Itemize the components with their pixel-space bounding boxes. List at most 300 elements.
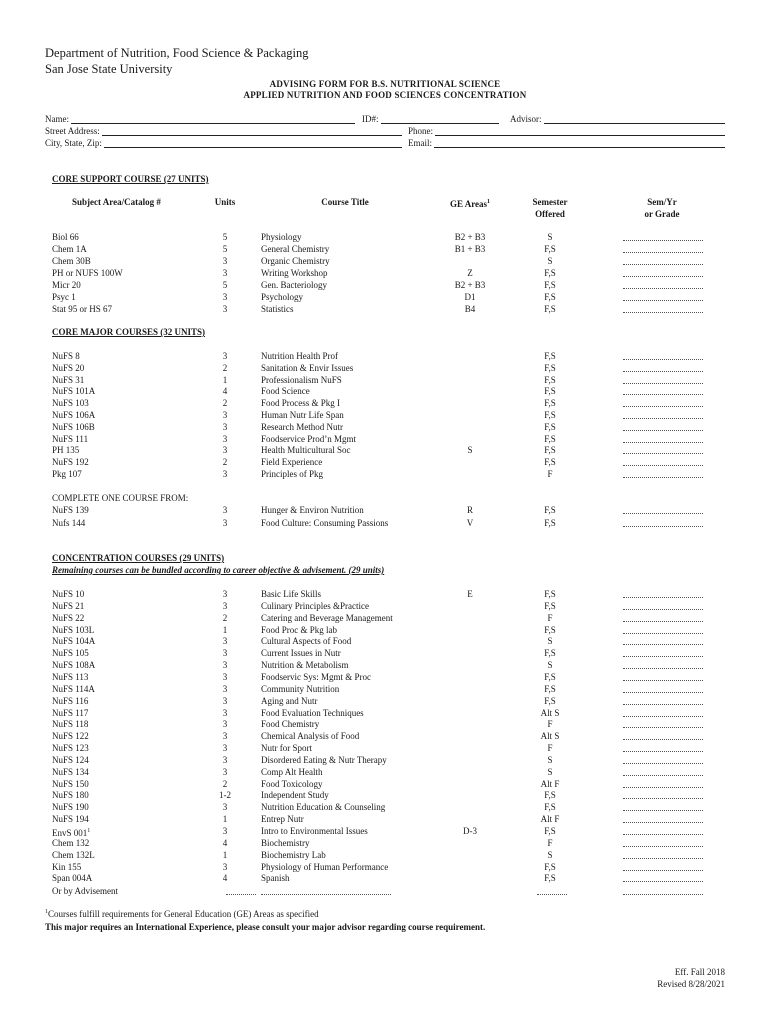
grade-entry-line[interactable] (623, 371, 703, 372)
course-title: Foodservic Sys: Mgmt & Proc (261, 671, 372, 682)
course-row (0, 801, 770, 813)
course-semester: Alt F (540, 778, 560, 789)
grade-entry-line[interactable] (623, 597, 703, 598)
course-units: 3 (222, 445, 228, 456)
col-grade: Sem/Yr or Grade (644, 197, 680, 219)
course-title: Community Nutrition (261, 683, 340, 694)
course-units: 3 (222, 683, 228, 694)
course-code: NuFS 123 (52, 743, 89, 754)
course-code: NuFS 190 (52, 802, 89, 813)
course-semester: F,S (544, 505, 556, 515)
course-code: NuFS 124 (52, 754, 89, 765)
course-title: Chemical Analysis of Food (261, 731, 360, 742)
complete-one-label: COMPLETE ONE COURSE FROM: (52, 493, 189, 503)
id-label: ID#: (362, 114, 379, 124)
course-title: Foodservice Prod’n Mgmt (261, 433, 356, 444)
effective-date: Eff. Fall 2018 (674, 967, 725, 977)
course-units: 5 (222, 232, 228, 242)
grade-entry-line[interactable] (623, 465, 703, 466)
course-semester: F,S (544, 695, 556, 706)
grade-entry-line[interactable] (623, 513, 703, 514)
email-field[interactable] (408, 138, 725, 148)
course-ge-area: S (467, 445, 473, 456)
course-code: NuFS 108A (52, 660, 96, 671)
course-code: NuFS 21 (52, 600, 85, 611)
course-row (0, 517, 770, 529)
grade-entry-line[interactable] (623, 858, 703, 859)
email-label: Email: (408, 138, 432, 148)
course-code: EnvS $001^1$ (52, 828, 91, 838)
course-units: 1 (222, 849, 228, 860)
course-semester: Alt S (540, 731, 560, 742)
grade-entry-line[interactable] (623, 359, 703, 360)
course-title: Sanitation & Envir Issues (261, 362, 354, 373)
course-code: NuFS 103 (52, 398, 89, 409)
course-units: 2 (222, 457, 228, 468)
course-title: Catering and Beverage Management (261, 612, 393, 623)
grade-entry-line[interactable] (623, 276, 703, 277)
course-ge-area: D1 (464, 292, 476, 302)
course-units: 2 (222, 362, 228, 373)
course-units: 3 (222, 766, 228, 777)
course-code: NuFS 20 (52, 362, 85, 373)
course-code: NuFS 139 (52, 505, 89, 515)
course-semester: F,S (544, 600, 556, 611)
course-row (0, 231, 770, 243)
course-units: 3 (222, 707, 228, 718)
grade-entry-line[interactable] (623, 739, 703, 740)
course-ge-area: Z (467, 268, 473, 278)
course-semester: F,S (544, 386, 556, 397)
grade-entry-line[interactable] (623, 787, 703, 788)
course-semester: F,S (544, 873, 556, 884)
course-title: General Chemistry (261, 244, 330, 254)
grade-entry-line[interactable] (623, 846, 703, 847)
course-row (0, 397, 770, 409)
grade-entry-line[interactable] (623, 312, 703, 313)
course-semester: F,S (544, 351, 556, 361)
course-row (0, 267, 770, 279)
grade-entry-line[interactable] (623, 526, 703, 527)
revised-date: Revised 8/28/2021 (657, 979, 725, 989)
course-title: Disordered Eating & Nutr Therapy (261, 754, 387, 765)
concentration-title: APPLIED NUTRITION AND FOOD SCIENCES CONCENTRATION (243, 90, 527, 100)
course-units: 3 (222, 433, 228, 444)
grade-entry-line[interactable] (623, 430, 703, 431)
advisement-grade-blank[interactable] (623, 894, 703, 895)
course-row (0, 600, 770, 612)
course-row (0, 291, 770, 303)
course-semester: F (547, 612, 553, 623)
course-title: Aging and Nutr (261, 695, 318, 706)
grade-entry-line[interactable] (623, 240, 703, 241)
course-ge-area: B1 + B3 (454, 244, 486, 254)
grade-entry-line[interactable] (623, 383, 703, 384)
course-title: Nutrition & Metabolism (261, 660, 349, 671)
course-title: Human Nutr Life Span (261, 410, 344, 420)
course-semester: F,S (544, 292, 556, 302)
course-ge-area: R (466, 505, 473, 515)
department-name: Department of Nutrition, Food Science & Packaging (45, 46, 309, 60)
course-units: 3 (222, 826, 228, 836)
course-code: Stat 95 or HS 67 (52, 304, 113, 314)
course-title: Food Toxicology (261, 778, 323, 789)
course-units: 1 (222, 814, 228, 825)
course-code: NuFS 194 (52, 814, 89, 825)
grade-entry-line[interactable] (623, 810, 703, 811)
grade-entry-line[interactable] (623, 252, 703, 253)
course-units: 3 (222, 589, 228, 599)
course-row (0, 409, 770, 421)
course-semester: F,S (544, 244, 556, 254)
course-code: PH or NUFS 100W (52, 268, 123, 278)
course-units: 3 (222, 695, 228, 706)
course-code: Pkg 107 (52, 469, 82, 479)
col-units: Units (214, 197, 236, 207)
grade-entry-line[interactable] (623, 609, 703, 610)
course-row (0, 707, 770, 719)
course-row (0, 635, 770, 647)
course-title: Food Science (261, 386, 310, 397)
grade-entry-line[interactable] (623, 716, 703, 717)
advisement-title-blank[interactable] (261, 894, 391, 895)
course-units: 3 (222, 636, 228, 647)
course-row (0, 255, 770, 267)
course-title: Hunger & Environ Nutrition (261, 505, 364, 515)
phone-field[interactable] (408, 126, 725, 136)
course-code: Chem 132 (52, 837, 90, 848)
core-support-heading: CORE SUPPORT COURSE (27 UNITS) (52, 174, 209, 184)
course-units: 3 (222, 802, 228, 813)
course-row (0, 813, 770, 825)
course-units: 5 (222, 280, 228, 290)
course-code: PH 135 (52, 445, 80, 456)
course-row (0, 444, 770, 456)
course-semester: F,S (544, 790, 556, 801)
course-semester: F,S (544, 457, 556, 468)
course-title: Biochemistry (261, 837, 310, 848)
course-title: Physiology of Human Performance (261, 861, 389, 872)
course-row (0, 612, 770, 624)
col-subject: Subject Area/Catalog # (72, 197, 161, 207)
name-label: Name: (45, 114, 69, 124)
course-row (0, 350, 770, 362)
course-title: Food Evaluation Techniques (261, 707, 364, 718)
grade-entry-line[interactable] (623, 406, 703, 407)
course-row (0, 742, 770, 754)
course-code: NuFS 114A (52, 683, 95, 694)
grade-entry-line[interactable] (623, 288, 703, 289)
course-code: NuFS 31 (52, 374, 85, 385)
grade-entry-line[interactable] (623, 453, 703, 454)
advisement-sem-blank[interactable] (537, 894, 567, 895)
course-semester: S (547, 766, 553, 777)
course-title: Culinary Principles &Practice (261, 600, 369, 611)
course-units: 3 (222, 505, 228, 515)
course-semester: F,S (544, 421, 556, 432)
course-title: Field Experience (261, 457, 323, 468)
course-units: 2 (222, 778, 228, 789)
course-title: Principles of Pkg (261, 469, 323, 479)
course-code: Micr 20 (52, 280, 81, 290)
grade-entry-line[interactable] (623, 822, 703, 823)
course-units: 3 (222, 648, 228, 659)
course-semester: Alt S (540, 707, 560, 718)
course-code: NuFS 113 (52, 671, 89, 682)
course-code: NuFS 134 (52, 766, 89, 777)
course-row (0, 647, 770, 659)
course-row (0, 837, 770, 849)
course-units: 3 (222, 754, 228, 765)
course-title: Health Multicultural Soc (261, 445, 351, 456)
grade-entry-line[interactable] (623, 477, 703, 478)
course-title: Research Method Nutr (261, 421, 343, 432)
course-row (0, 243, 770, 255)
course-semester: F,S (544, 445, 556, 456)
course-semester: S (547, 232, 553, 242)
course-semester: F,S (544, 683, 556, 694)
course-row (0, 385, 770, 397)
course-units: 2 (222, 612, 228, 623)
course-title: Intro to Environmental Issues (261, 826, 368, 836)
course-row (0, 671, 770, 683)
course-units: 3 (222, 731, 228, 742)
course-code: NuFS 8 (52, 351, 80, 361)
course-units: 3 (222, 660, 228, 671)
course-units: 3 (222, 351, 228, 361)
course-row (0, 588, 770, 600)
course-row (0, 718, 770, 730)
course-row (0, 504, 770, 516)
name-field[interactable] (45, 114, 355, 124)
course-units: 1-2 (219, 790, 231, 801)
course-row (0, 695, 770, 707)
course-semester: F (547, 469, 553, 479)
grade-entry-line[interactable] (623, 680, 703, 681)
grade-entry-line[interactable] (623, 798, 703, 799)
course-title: Statistics (261, 304, 294, 314)
course-title: Nutr for Sport (261, 743, 312, 754)
course-units: 3 (222, 304, 228, 314)
course-units: 3 (222, 469, 228, 479)
international-experience-note: This major requires an International Experience, please consult your major advisor regarding course requirement. (45, 922, 486, 932)
course-title: Food Proc & Pkg lab (261, 624, 338, 635)
course-semester: F,S (544, 671, 556, 682)
course-code: NuFS 106B (52, 421, 95, 432)
grade-entry-line[interactable] (623, 870, 703, 871)
course-semester: F,S (544, 826, 556, 836)
grade-entry-line[interactable] (623, 704, 703, 705)
course-units: 2 (222, 398, 228, 409)
course-semester: F,S (544, 433, 556, 444)
course-title: Nutrition Education & Counseling (261, 802, 386, 813)
grade-entry-line[interactable] (623, 727, 703, 728)
course-ge-area: B4 (464, 304, 476, 314)
city-state-zip-field[interactable] (45, 138, 402, 148)
course-row (0, 624, 770, 636)
course-code: NuFS 101A (52, 386, 96, 397)
course-row (0, 468, 770, 480)
course-code: NuFS 106A (52, 410, 96, 420)
course-units: 3 (222, 410, 228, 420)
grade-entry-line[interactable] (623, 656, 703, 657)
grade-entry-line[interactable] (623, 621, 703, 622)
city-label: City, State, Zip: (45, 138, 102, 148)
course-code: NuFS 116 (52, 695, 89, 706)
course-row (0, 789, 770, 801)
grade-entry-line[interactable] (623, 644, 703, 645)
course-title: Food Process & Pkg I (261, 398, 341, 409)
course-units: 4 (222, 837, 228, 848)
course-row (0, 825, 770, 837)
course-code: Kin 155 (52, 861, 82, 872)
course-code: Chem 1A (52, 244, 87, 254)
course-row (0, 279, 770, 291)
course-ge-area: B2 + B3 (454, 232, 486, 242)
form-title: ADVISING FORM FOR B.S. NUTRITIONAL SCIENCE (269, 79, 501, 89)
course-units: 1 (222, 624, 228, 635)
course-units: 1 (222, 374, 228, 385)
course-title: Writing Workshop (261, 268, 328, 278)
course-semester: F (547, 837, 553, 848)
grade-entry-line[interactable] (623, 775, 703, 776)
grade-entry-line[interactable] (623, 763, 703, 764)
university-name: San Jose State University (45, 62, 173, 76)
course-title: Independent Study (261, 790, 329, 801)
course-semester: S (547, 660, 553, 671)
course-code: NuFS 111 (52, 433, 89, 444)
course-units: 3 (222, 861, 228, 872)
course-code: NuFS 22 (52, 612, 85, 623)
grade-entry-line[interactable] (623, 692, 703, 693)
course-title: Entrep Nutr (261, 814, 304, 825)
col-course-title: Course Title (321, 197, 369, 207)
advisor-field[interactable] (510, 114, 725, 124)
course-semester: F,S (544, 861, 556, 872)
grade-entry-line[interactable] (623, 264, 703, 265)
course-title: Comp Alt Health (261, 766, 323, 777)
grade-entry-line[interactable] (623, 300, 703, 301)
grade-entry-line[interactable] (623, 751, 703, 752)
course-row (0, 872, 770, 884)
course-ge-area: V (466, 517, 474, 528)
course-code: Nufs 144 (52, 517, 86, 528)
course-row (0, 433, 770, 445)
course-code: NuFS 180 (52, 790, 89, 801)
course-row (0, 374, 770, 386)
course-title: Physiology (261, 232, 302, 242)
street-address-field[interactable] (45, 126, 402, 136)
course-code: Psyc 1 (52, 292, 76, 302)
id-field[interactable] (362, 114, 499, 124)
concentration-subheading: Remaining courses can be bundled according to career objective & advisement. (29 units) (52, 565, 385, 575)
course-units: 3 (222, 256, 228, 266)
course-title: Gen. Bacteriology (261, 280, 327, 290)
course-code: NuFS 10 (52, 589, 85, 599)
course-row (0, 849, 770, 861)
course-units: 4 (222, 386, 228, 397)
advisor-label: Advisor: (510, 114, 542, 124)
course-units: 3 (222, 600, 228, 611)
course-ge-area: B2 + B3 (454, 280, 486, 290)
grade-entry-line[interactable] (623, 881, 703, 882)
course-title: Professionalism NuFS (261, 374, 342, 385)
advisement-units-blank[interactable] (226, 894, 256, 895)
course-title: Basic Life Skills (261, 589, 321, 599)
grade-entry-line[interactable] (623, 834, 703, 835)
course-title: Spanish (261, 873, 290, 884)
course-semester: F,S (544, 802, 556, 813)
course-code: Chem 132L (52, 849, 95, 860)
course-semester: F,S (544, 280, 556, 290)
course-title: Food Chemistry (261, 719, 320, 730)
phone-label: Phone: (408, 126, 434, 136)
core-major-heading: CORE MAJOR COURSES (32 UNITS) (52, 327, 206, 337)
course-units: 3 (222, 268, 228, 278)
course-semester: F,S (544, 410, 556, 420)
course-units: 3 (222, 671, 228, 682)
course-code: NuFS 192 (52, 457, 89, 468)
course-row (0, 303, 770, 315)
ge-footnote: $^1$Courses fulfill requirements for General Education (GE) Areas as specified (45, 909, 319, 919)
grade-entry-line[interactable] (623, 418, 703, 419)
grade-entry-line[interactable] (623, 668, 703, 669)
course-semester: F,S (544, 268, 556, 278)
course-row (0, 778, 770, 790)
course-row (0, 659, 770, 671)
grade-entry-line[interactable] (623, 394, 703, 395)
course-title: Food Culture: Consuming Passions (261, 517, 389, 528)
course-semester: F,S (544, 589, 556, 599)
concentration-heading: CONCENTRATION COURSES (29 UNITS) (52, 553, 225, 563)
course-code: NuFS 118 (52, 719, 89, 730)
course-code: Chem 30B (52, 256, 91, 266)
course-semester: F (547, 743, 553, 754)
course-units: 5 (222, 244, 228, 254)
course-code: NuFS 117 (52, 707, 89, 718)
course-title: Nutrition Health Prof (261, 351, 338, 361)
course-units: 3 (222, 517, 228, 528)
course-code: NuFS 122 (52, 731, 89, 742)
course-semester: F,S (544, 624, 556, 635)
course-units: 3 (222, 719, 228, 730)
course-row (0, 683, 770, 695)
course-semester: F,S (544, 648, 556, 659)
course-row (0, 362, 770, 374)
course-units: 3 (222, 421, 228, 432)
street-label: Street Address: (45, 126, 100, 136)
course-code: NuFS 103L (52, 624, 95, 635)
course-semester: F,S (544, 362, 556, 373)
course-code: Biol 66 (52, 232, 79, 242)
grade-entry-line[interactable] (623, 633, 703, 634)
course-code: NuFS 150 (52, 778, 89, 789)
course-row (0, 766, 770, 778)
course-units: 3 (222, 292, 228, 302)
course-title: Cultural Aspects of Food (261, 636, 352, 647)
course-semester: S (547, 636, 553, 647)
course-semester: S (547, 849, 553, 860)
grade-entry-line[interactable] (623, 442, 703, 443)
course-title: Organic Chemistry (261, 256, 330, 266)
course-row (0, 754, 770, 766)
course-row (0, 456, 770, 468)
course-semester: F,S (544, 398, 556, 409)
course-units: 4 (222, 873, 228, 884)
course-semester: F (547, 719, 553, 730)
course-semester: S (547, 256, 553, 266)
course-code: Span 004A (52, 873, 93, 884)
